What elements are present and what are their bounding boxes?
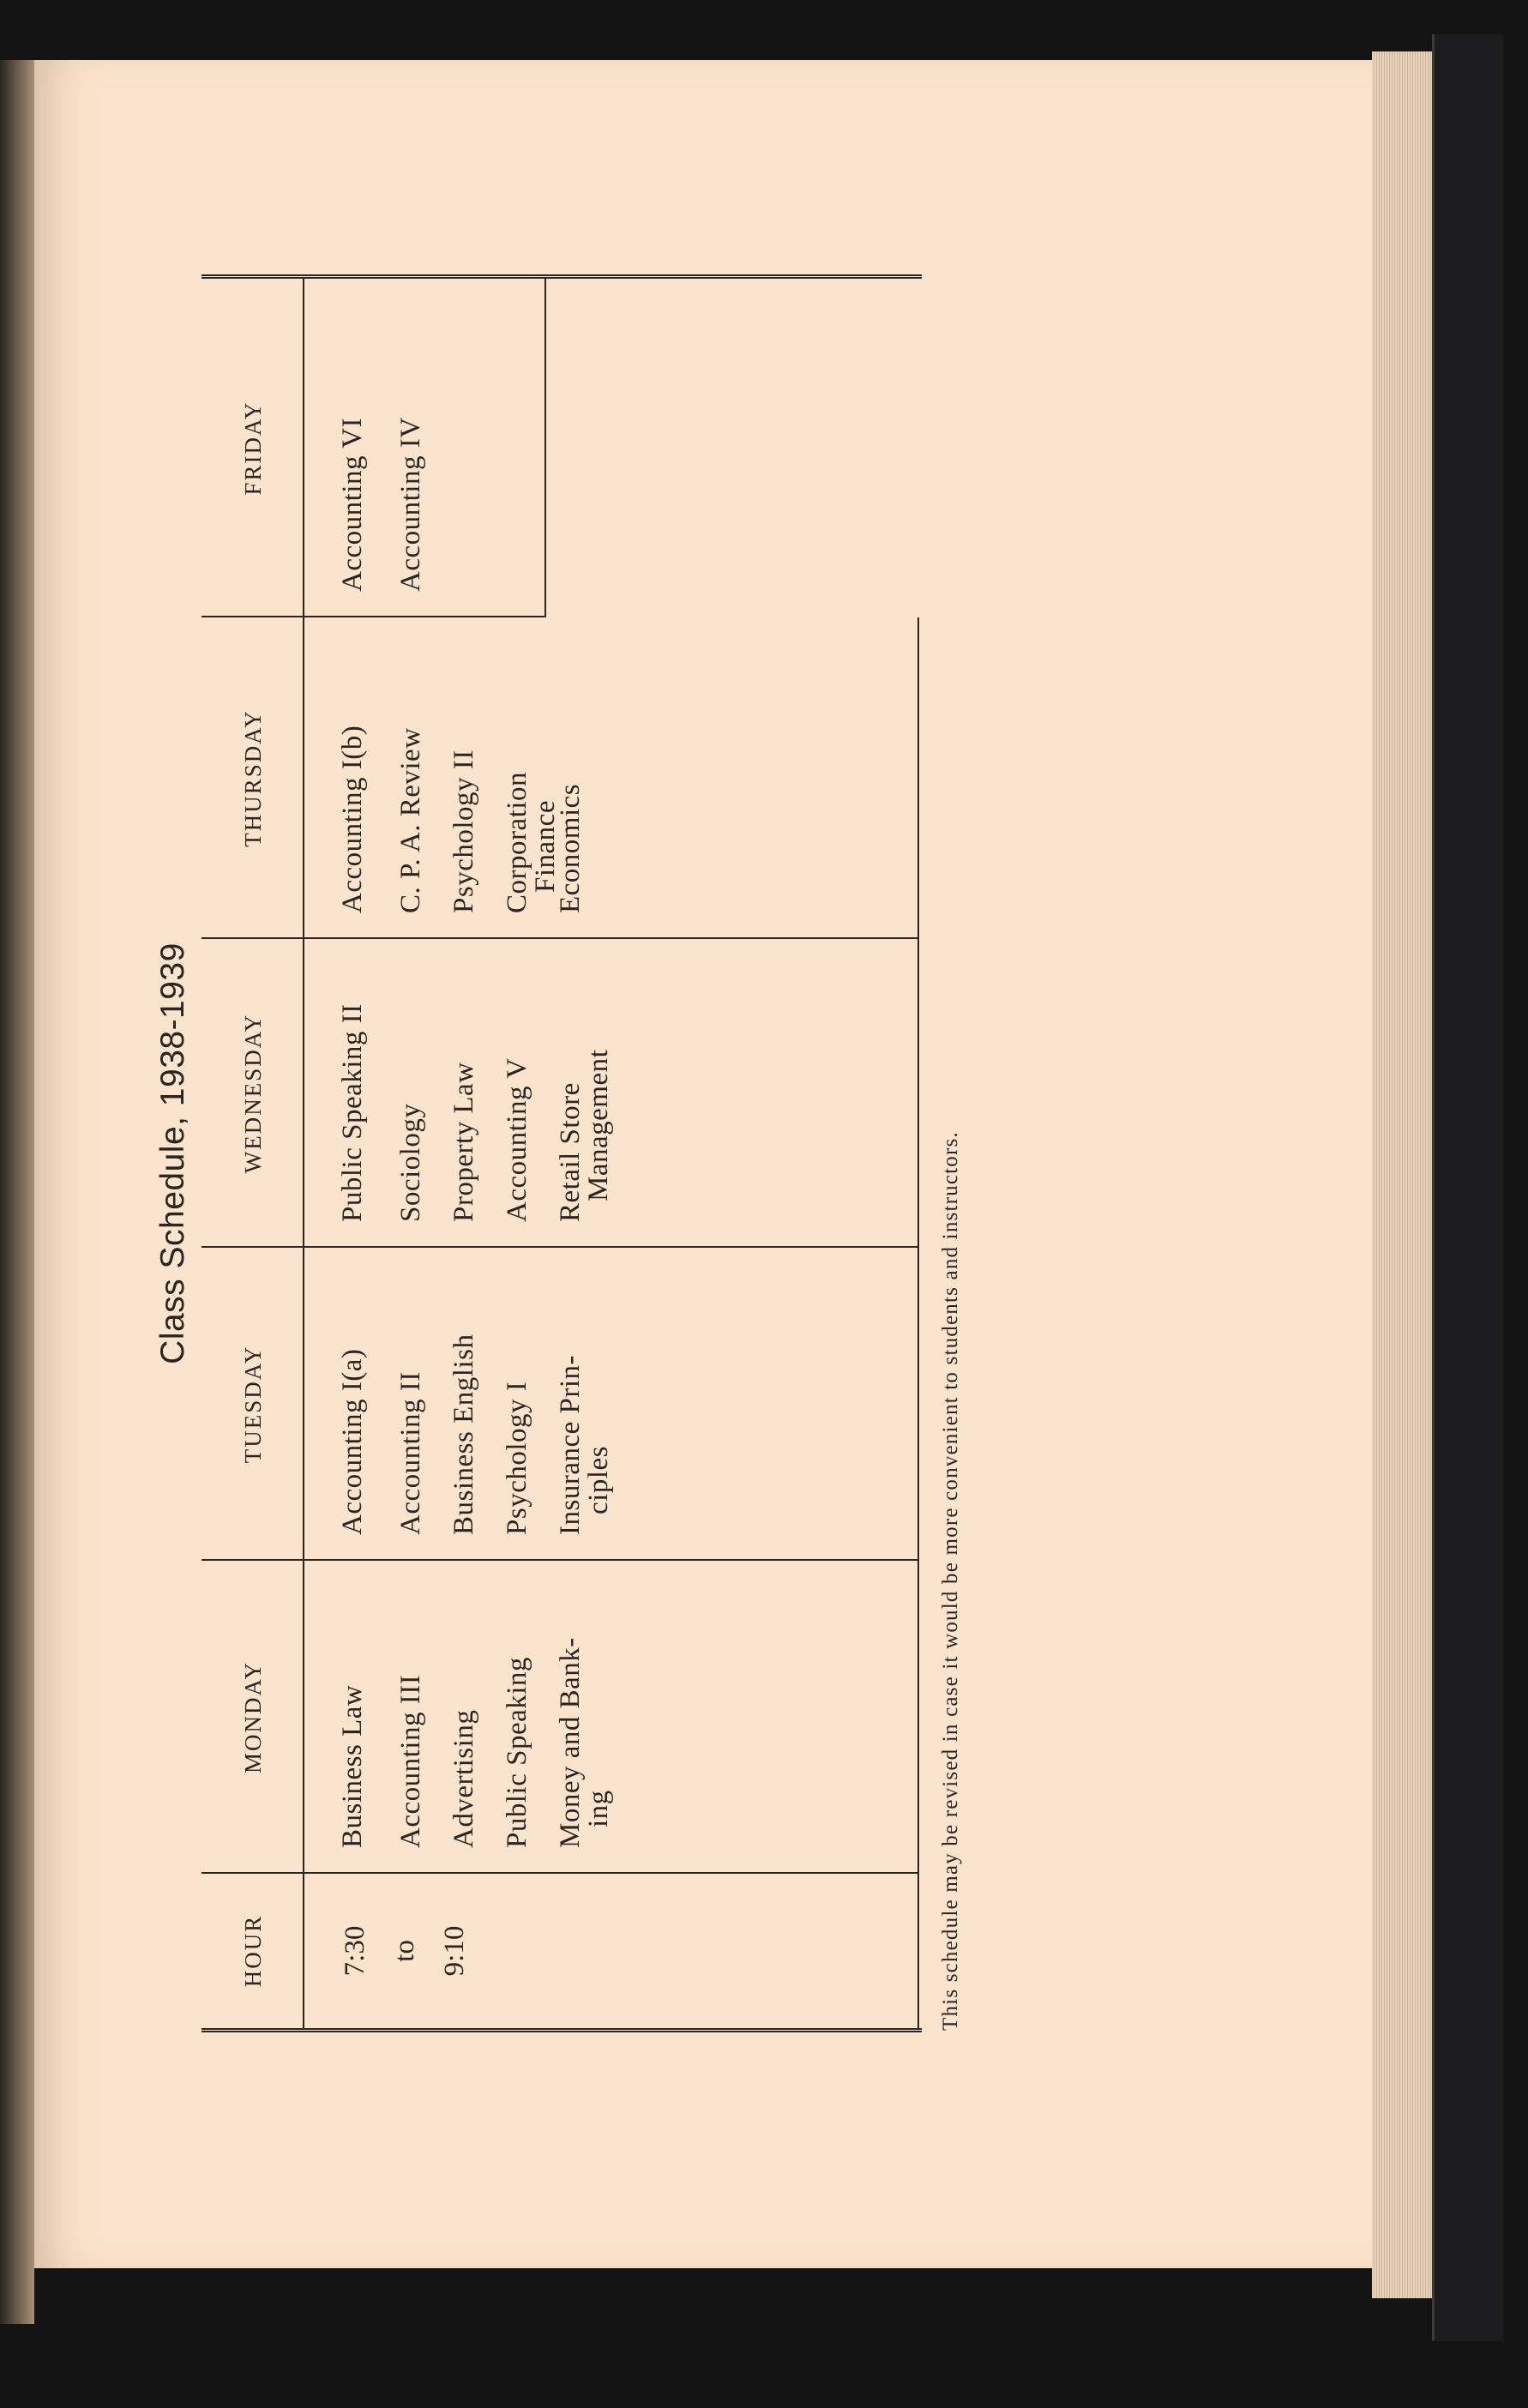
column-header-monday: MONDAY bbox=[239, 1660, 266, 1774]
course-name: Corporation bbox=[502, 772, 532, 913]
course-cell bbox=[339, 1003, 367, 1222]
course-name: Accounting IV bbox=[395, 417, 426, 592]
rotated-schedule bbox=[154, 274, 1012, 2032]
course-name: Property Law bbox=[448, 1062, 479, 1222]
course-cell bbox=[503, 1058, 532, 1222]
course-cell bbox=[556, 1355, 613, 1535]
course-name: ing bbox=[583, 1790, 614, 1827]
course-name: Insurance Prin- bbox=[555, 1354, 586, 1535]
column-divider bbox=[202, 1559, 917, 1561]
hour-text: 9:10 bbox=[439, 1925, 470, 1977]
course-cell bbox=[397, 727, 425, 913]
course-cell bbox=[450, 1334, 478, 1535]
column-header-friday: FRIDAY bbox=[239, 400, 266, 496]
column-header-thursday: THURSDAY bbox=[239, 709, 266, 847]
book-cover bbox=[1432, 34, 1503, 2341]
column-bottom-rule bbox=[917, 617, 919, 939]
column-header-hour: HOUR bbox=[239, 1914, 266, 1988]
column-divider bbox=[202, 1872, 917, 1874]
course-cell bbox=[556, 784, 585, 913]
course-name: Accounting I(b) bbox=[337, 725, 368, 913]
hour-text: 7:30 bbox=[340, 1925, 370, 1977]
course-name: Accounting V bbox=[502, 1057, 532, 1222]
column-bottom-rule bbox=[544, 279, 546, 617]
course-cell bbox=[450, 749, 478, 913]
course-name: Economics bbox=[555, 783, 586, 913]
column-divider bbox=[202, 1246, 917, 1248]
course-cell bbox=[503, 1657, 532, 1848]
course-cell bbox=[397, 1371, 425, 1535]
course-name: Psychology II bbox=[448, 749, 479, 913]
course-cell bbox=[556, 1050, 613, 1222]
course-cell bbox=[450, 1710, 478, 1848]
course-name: Sociology bbox=[395, 1103, 426, 1222]
hour-range bbox=[330, 1874, 479, 2028]
course-name: Retail Store bbox=[555, 1082, 586, 1222]
footnote: This schedule may be revised in case it would be more convenient to students and instructors. bbox=[939, 1131, 962, 2031]
course-name: Advertising bbox=[448, 1709, 479, 1848]
course-name: Accounting VI bbox=[337, 418, 368, 592]
course-name: ciples bbox=[583, 1446, 614, 1514]
course-cell bbox=[339, 1349, 367, 1535]
column-bottom-rule bbox=[917, 939, 919, 1248]
course-cell bbox=[339, 1685, 367, 1848]
course-cell bbox=[503, 1382, 532, 1535]
course-cell bbox=[556, 1637, 613, 1848]
schedule-table bbox=[202, 274, 922, 2032]
course-name: Accounting III bbox=[395, 1674, 426, 1848]
column-bottom-rule bbox=[917, 1561, 919, 1874]
course-name: Business English bbox=[448, 1333, 479, 1535]
course-cell bbox=[397, 1104, 425, 1222]
course-name: Business Law bbox=[337, 1684, 368, 1848]
column-header-wednesday: WEDNESDAY bbox=[239, 1013, 266, 1174]
course-name: Accounting II bbox=[395, 1371, 426, 1535]
course-name: Money and Bank- bbox=[555, 1637, 586, 1848]
column-divider bbox=[202, 937, 917, 939]
course-name: Public Speaking II bbox=[337, 1003, 368, 1222]
left-page-shadow bbox=[0, 60, 34, 2324]
course-name: Public Speaking bbox=[502, 1657, 532, 1848]
course-cell bbox=[339, 418, 367, 592]
column-bottom-rule bbox=[917, 1248, 919, 1561]
course-cell bbox=[339, 725, 367, 913]
page-stack-edge bbox=[1372, 51, 1432, 2298]
page-title: Class Schedule, 1938-1939 bbox=[154, 942, 191, 1364]
course-cell bbox=[397, 1675, 425, 1848]
course-name: Management bbox=[583, 1049, 614, 1201]
column-bottom-rule bbox=[917, 1874, 919, 2028]
course-cell bbox=[397, 417, 425, 592]
course-name: Finance bbox=[530, 800, 561, 893]
column-header-tuesday: TUESDAY bbox=[239, 1345, 266, 1464]
hour-text: to bbox=[389, 1940, 420, 1962]
course-name: Psychology I bbox=[502, 1381, 532, 1535]
course-cell bbox=[503, 772, 560, 913]
course-name: C. P. A. Review bbox=[395, 727, 426, 913]
course-name: Accounting I(a) bbox=[337, 1348, 368, 1535]
course-cell bbox=[450, 1062, 478, 1222]
